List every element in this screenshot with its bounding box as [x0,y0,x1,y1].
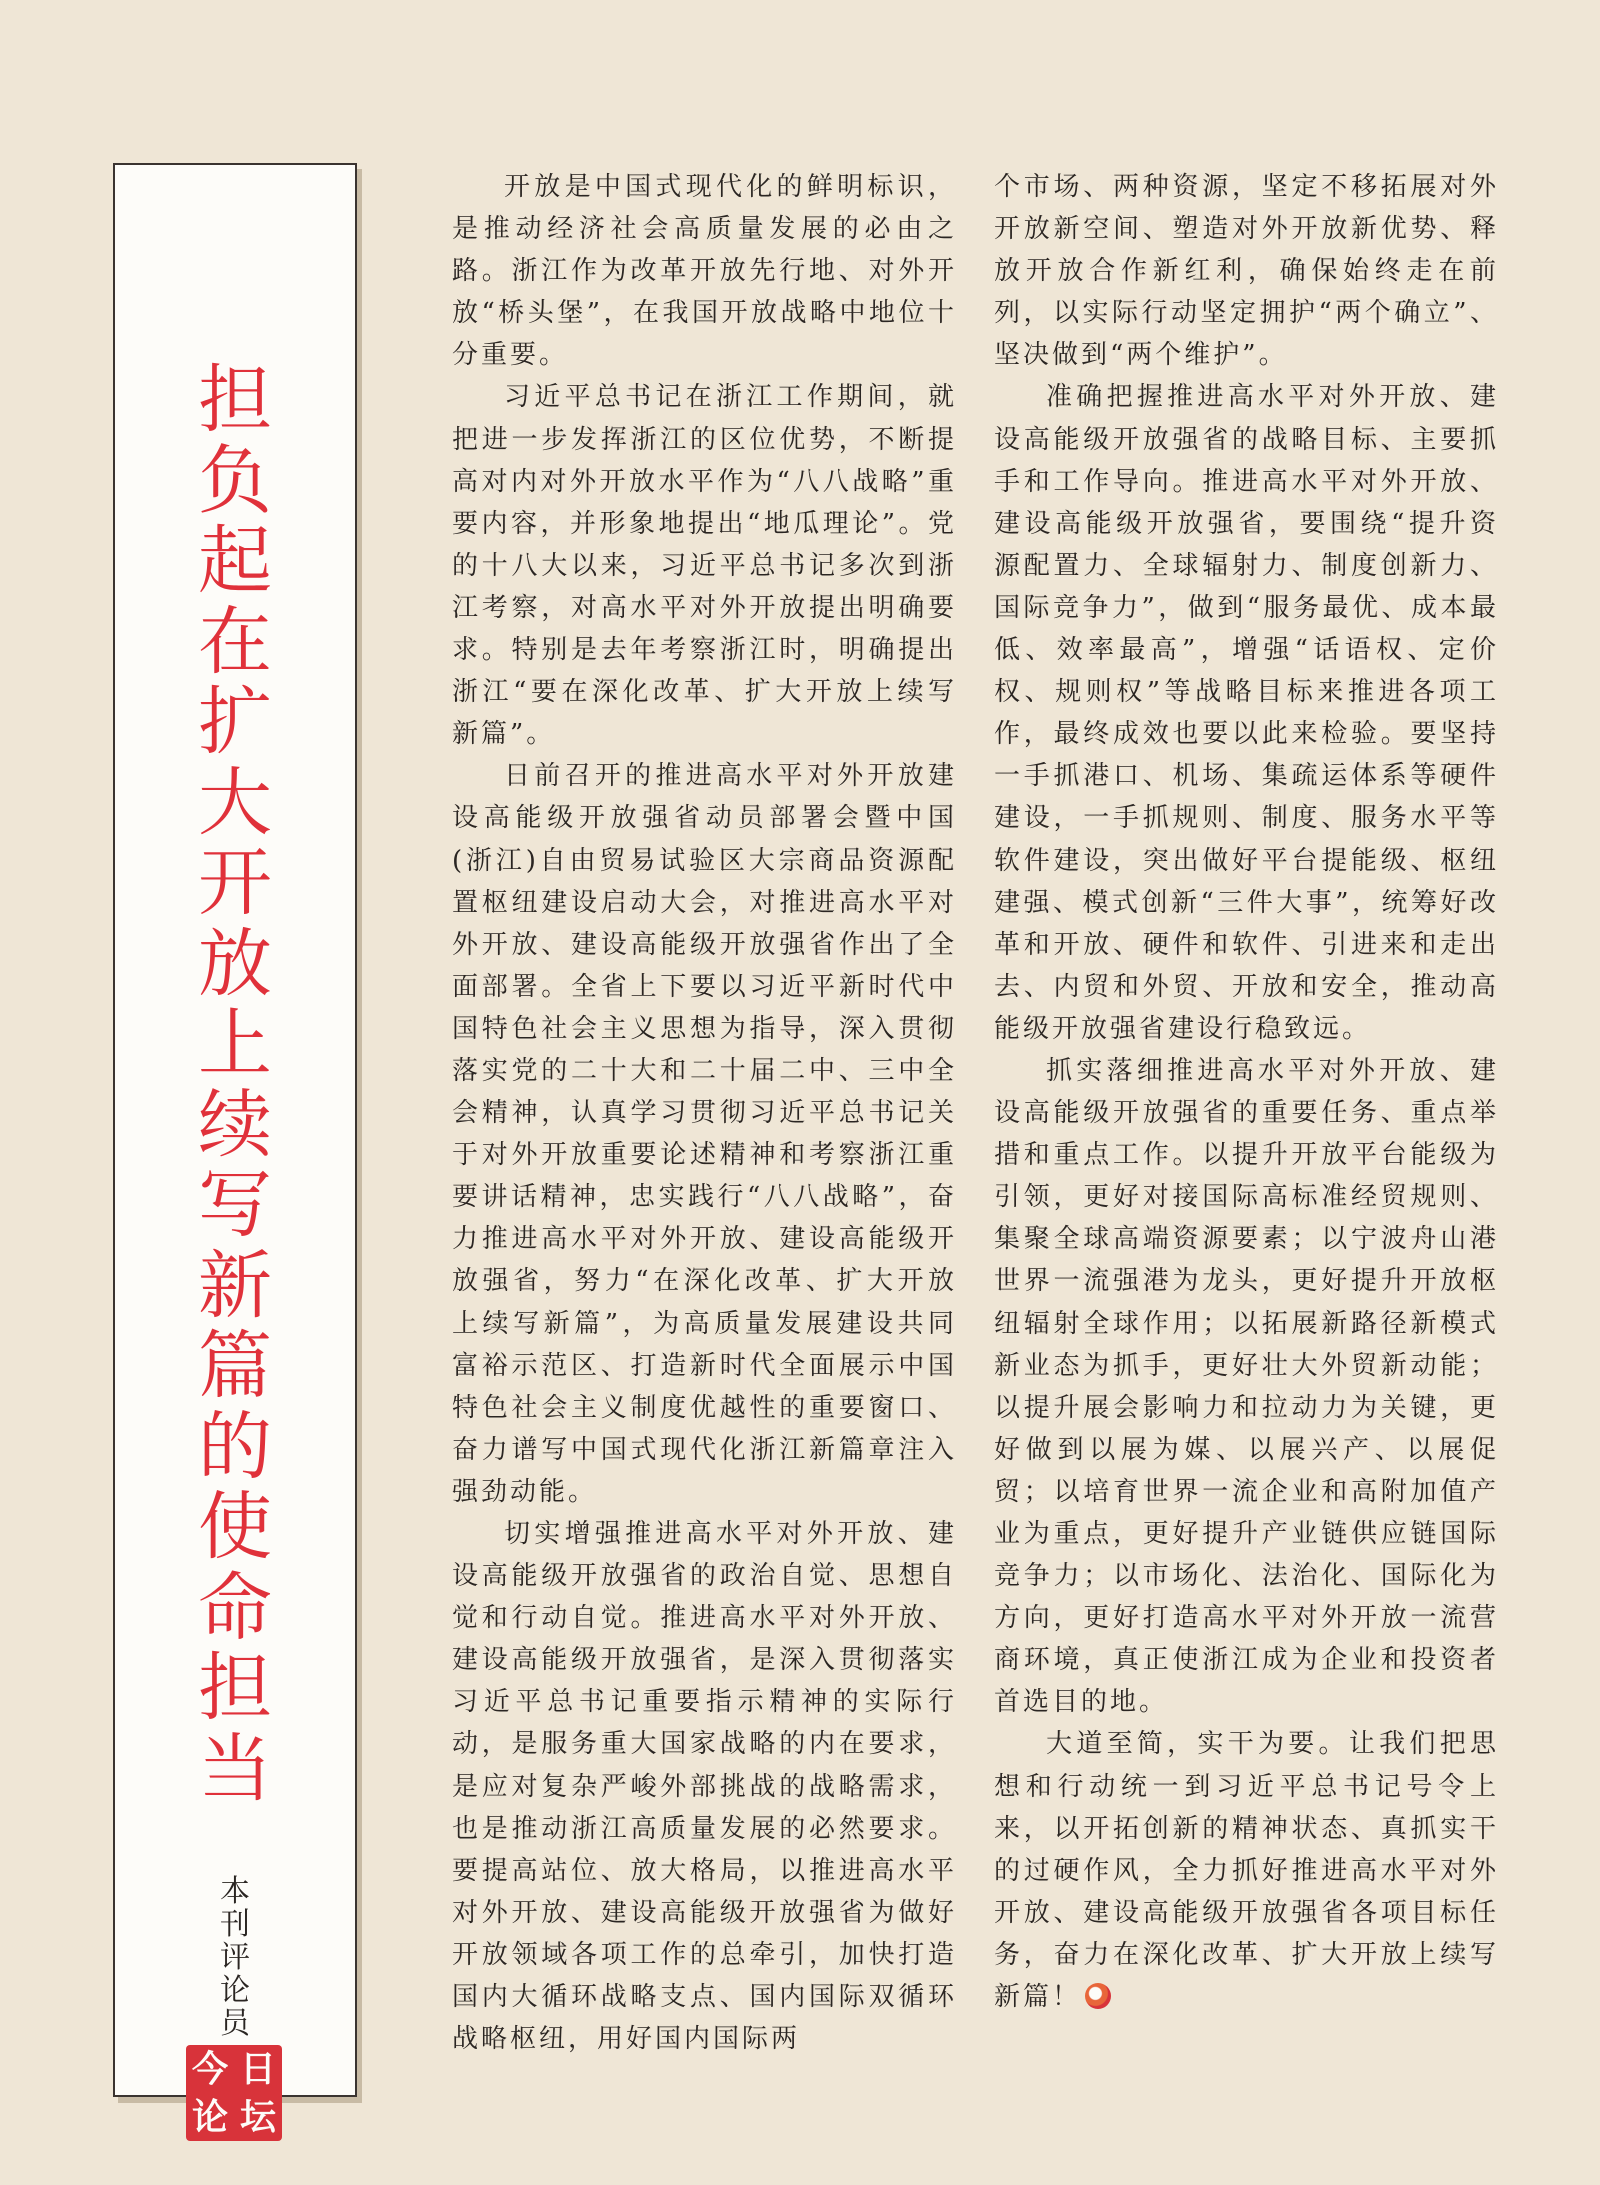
text-column-left [452,166,957,2060]
article-title: 担负起在扩大开放上续写新篇的使命担当 [198,357,272,1812]
paragraph: 准确把握推进高水平对外开放、建设高能级开放强省的战略目标、主要抓手和工作导向。推进高水平对外开放、建设高能级开放强省，要围绕“提升资源配置力、全球辐射力、制度创新力、国际竞争力”，做到“服务最优、成本最低、效率最高”，增强“话语权、定价权、规则权”等战略目标来推进各项工作，最终成效也要以此来检验。要坚持一手抓港口、机场、集疏运体系等硬件建设，一手抓规则、制度、服务水平等软件建设，突出做好平台提能级、枢纽建强、模式创新“三件大事”，统筹好改革和开放、硬件和软件、引进来和走出去、内贸和外贸、开放和安全，推动高能级开放强省建设行稳致远。 [994,382,1499,1044]
paragraph: 开放是中国式现代化的鲜明标识，是推动经济社会高质量发展的必由之路。浙江作为改革开放先行地、对外开放“桥头堡”，在我国开放战略中地位十分重要。 [452,172,957,371]
seal-glyph: 今 [191,2048,228,2090]
seal-glyph: 日 [239,2048,276,2090]
paragraph-continuation: 个市场、两种资源，坚定不移拓展对外开放新空间、塑造对外开放新优势、释放开放合作新红利，确保始终走在前列，以实际行动坚定拥护“两个确立”、坚决做到“两个维护”。 [994,172,1499,371]
paragraph-final [994,1723,1499,2018]
paragraph: 习近平总书记在浙江工作期间，就把进一步发挥浙江的区位优势，不断提高对内对外开放水平作为“八八战略”重要内容，并形象地提出“地瓜理论”。党的十八大以来，习近平总书记多次到浙江考察，对高水平对外开放提出明确要求。特别是去年考察浙江时，明确提出浙江“要在深化改革、扩大开放上续写新篇”。 [452,382,957,750]
paragraph: 抓实落细推进高水平对外开放、建设高能级开放强省的重要任务、重点举措和重点工作。以提升开放平台能级为引领，更好对接国际高标准经贸规则、集聚全球高端资源要素；以宁波舟山港世界一流强港为龙头，更好提升开放枢纽辐射全球作用；以拓展新路径新模式新业态为抓手，更好壮大外贸新动能；以提升展会影响力和拉动力为关键，更好做到以展为媒、以展兴产、以展促贸；以培育世界一流企业和高附加值产业为重点，更好提升产业链供应链国际竞争力；以市场化、法治化、国际化为方向，更好打造高水平对外开放一流营商环境，真正使浙江成为企业和投资者首选目的地。 [994,1055,1499,1718]
paragraph: 日前召开的推进高水平对外开放建设高能级开放强省动员部署会暨中国(浙江)自由贸易试验区大宗商品资源配置枢纽建设启动大会，对推进高水平对外开放、建设高能级开放强省作出了全面部署。全省上下要以习近平新时代中国特色社会主义思想为指导，深入贯彻落实党的二十大和二十届二中、三中全会精神，认真学习贯彻习近平总书记关于对外开放重要论述精神和考察浙江重要讲话精神，忠实践行“八八战略”，奋力推进高水平对外开放、建设高能级开放强省，努力“在深化改革、扩大开放上续写新篇”，为高质量发展建设共同富裕示范区、打造新时代全面展示中国特色社会主义制度优越性的重要窗口、奋力谱写中国式现代化浙江新篇章注入强劲动能。 [452,761,957,1507]
seal-glyph: 论 [191,2096,228,2138]
byline: 本刊评论员 [220,1874,250,2041]
seal-stamp [186,2045,282,2141]
paragraph: 切实增强推进高水平对外开放、建设高能级开放强省的政治自觉、思想自觉和行动自觉。推进高水平对外开放、建设高能级开放强省，是深入贯彻落实习近平总书记重要指示精神的实际行动，是服务重大国家战略的内在要求，是应对复杂严峻外部挑战的战略需求，也是推动浙江高质量发展的必然要求。要提高站位、放大格局，以推进高水平对外开放、建设高能级开放强省为做好开放领域各项工作的总牵引，加快打造国内大循环战略支点、国内国际双循环战略枢纽，用好国内国际两 [452,1519,957,2055]
title-panel [113,163,357,2138]
seal-glyph: 坛 [239,2096,276,2138]
end-mark-icon [1085,1983,1111,2009]
paragraph-text: 大道至简，实干为要。让我们把思想和行动统一到习近平总书记号令上来，以开拓创新的精神状态、真抓实干的过硬作风，全力抓好推进高水平对外开放、建设高能级开放强省各项目标任务，奋力在深化改革、扩大开放上续写新篇！ [994,1729,1499,2013]
text-column-right [994,166,1499,2018]
